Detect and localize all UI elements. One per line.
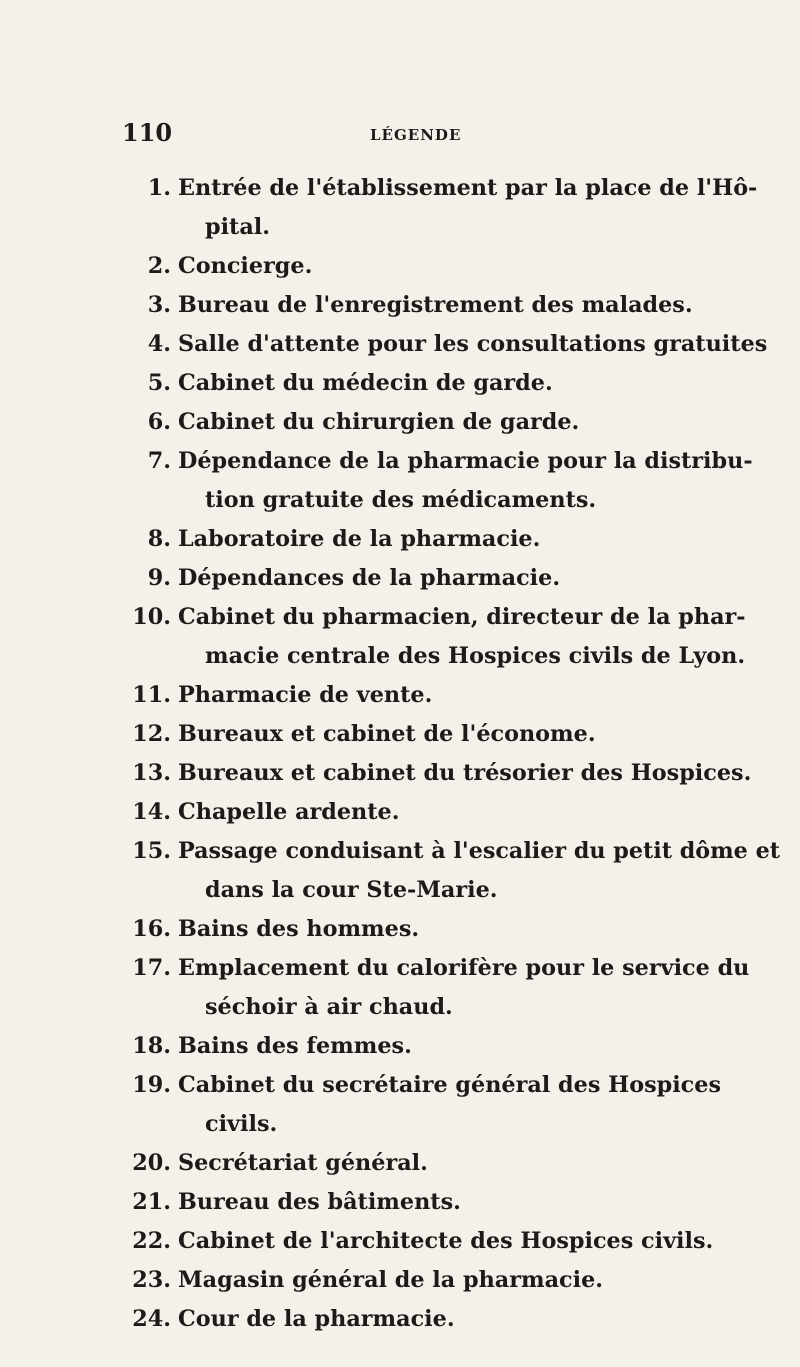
legend-item-number: 11. <box>132 682 171 708</box>
running-title: LÉGENDE <box>370 126 462 144</box>
legend-item <box>0 949 800 1027</box>
legend-item-text: Chapelle ardente. <box>178 799 400 825</box>
legend-item-text: Dépendance de la pharmacie pour la distribu- <box>178 448 753 474</box>
legend-item <box>0 442 800 520</box>
legend-item-number: 2. <box>147 253 171 279</box>
legend-item <box>0 598 800 676</box>
legend-item-text: Salle d'attente pour les consultations gratuites <box>178 331 768 357</box>
legend-item-number: 19. <box>132 1072 171 1098</box>
legend-item-number: 24. <box>132 1306 171 1332</box>
legend-item-text: Pharmacie de vente. <box>178 682 433 708</box>
legend-item <box>0 559 800 598</box>
legend-item <box>0 403 800 442</box>
legend-item-number: 18. <box>132 1033 171 1059</box>
legend-item-number: 1. <box>147 175 171 201</box>
legend-item-text: Bains des femmes. <box>178 1033 412 1059</box>
legend-item-text: Cabinet du pharmacien, directeur de la phar- <box>178 604 746 630</box>
legend-item <box>0 1066 800 1144</box>
legend-item <box>0 1222 800 1261</box>
page-header <box>122 118 722 154</box>
legend-item-text: Cabinet de l'architecte des Hospices civils. <box>178 1228 714 1254</box>
legend-item-continuation: séchoir à air chaud. <box>205 994 453 1020</box>
legend-item-number: 8. <box>147 526 171 552</box>
legend-item <box>0 754 800 793</box>
legend-item-text: Laboratoire de la pharmacie. <box>178 526 541 552</box>
page-number: 110 <box>122 118 173 147</box>
legend-item-text: Cabinet du chirurgien de garde. <box>178 409 580 435</box>
legend-item <box>0 676 800 715</box>
legend-item-text: Bureaux et cabinet du trésorier des Hospices. <box>178 760 752 786</box>
legend-item-text: Entrée de l'établissement par la place de l'Hô- <box>178 175 758 201</box>
legend-item-number: 9. <box>147 565 171 591</box>
legend-item-text: Emplacement du calorifère pour le service du <box>178 955 750 981</box>
legend-item-text: Cabinet du secrétaire général des Hospices <box>178 1072 721 1098</box>
legend-item-number: 22. <box>132 1228 171 1254</box>
legend-item-continuation: civils. <box>205 1111 278 1137</box>
legend-item-text: Secrétariat général. <box>178 1150 428 1176</box>
legend-item-number: 20. <box>132 1150 171 1176</box>
legend-item-number: 15. <box>132 838 171 864</box>
legend-item-text: Magasin général de la pharmacie. <box>178 1267 604 1293</box>
legend-item <box>0 832 800 910</box>
legend-item-number: 14. <box>132 799 171 825</box>
legend-item-number: 13. <box>132 760 171 786</box>
legend-item-text: Bureau des bâtiments. <box>178 1189 461 1215</box>
legend-item-text: Bureaux et cabinet de l'économe. <box>178 721 596 747</box>
legend-item-number: 7. <box>147 448 171 474</box>
legend-item <box>0 364 800 403</box>
legend-item <box>0 286 800 325</box>
legend-item-continuation: pital. <box>205 214 271 240</box>
legend-item <box>0 715 800 754</box>
legend-item <box>0 1183 800 1222</box>
legend-item <box>0 793 800 832</box>
legend-item-number: 21. <box>132 1189 171 1215</box>
legend-item-number: 16. <box>132 916 171 942</box>
legend-item-text: Bureau de l'enregistrement des malades. <box>178 292 693 318</box>
legend-item-number: 5. <box>147 370 171 396</box>
legend-item-text: Passage conduisant à l'escalier du petit dôme et <box>178 838 780 864</box>
legend-item <box>0 1261 800 1300</box>
legend-item <box>0 1144 800 1183</box>
legend-item-text: Bains des hommes. <box>178 916 420 942</box>
legend-item-text: Dépendances de la pharmacie. <box>178 565 561 591</box>
legend-item-number: 10. <box>132 604 171 630</box>
legend-item-number: 12. <box>132 721 171 747</box>
legend-item <box>0 325 800 364</box>
legend-item-number: 17. <box>132 955 171 981</box>
legend-list <box>0 169 800 1339</box>
legend-item-number: 4. <box>147 331 171 357</box>
legend-item-text: Concierge. <box>178 253 313 279</box>
legend-item-text: Cour de la pharmacie. <box>178 1306 455 1332</box>
legend-item-text: Cabinet du médecin de garde. <box>178 370 553 396</box>
legend-item-number: 23. <box>132 1267 171 1293</box>
legend-item <box>0 910 800 949</box>
legend-item-continuation: tion gratuite des médicaments. <box>205 487 597 513</box>
legend-item-number: 3. <box>147 292 171 318</box>
legend-item <box>0 1300 800 1339</box>
legend-item-continuation: dans la cour Ste-Marie. <box>205 877 498 903</box>
legend-item <box>0 1027 800 1066</box>
legend-item <box>0 520 800 559</box>
legend-item <box>0 169 800 247</box>
legend-item <box>0 247 800 286</box>
legend-item-number: 6. <box>147 409 171 435</box>
legend-item-continuation: macie centrale des Hospices civils de Lyon. <box>205 643 746 669</box>
